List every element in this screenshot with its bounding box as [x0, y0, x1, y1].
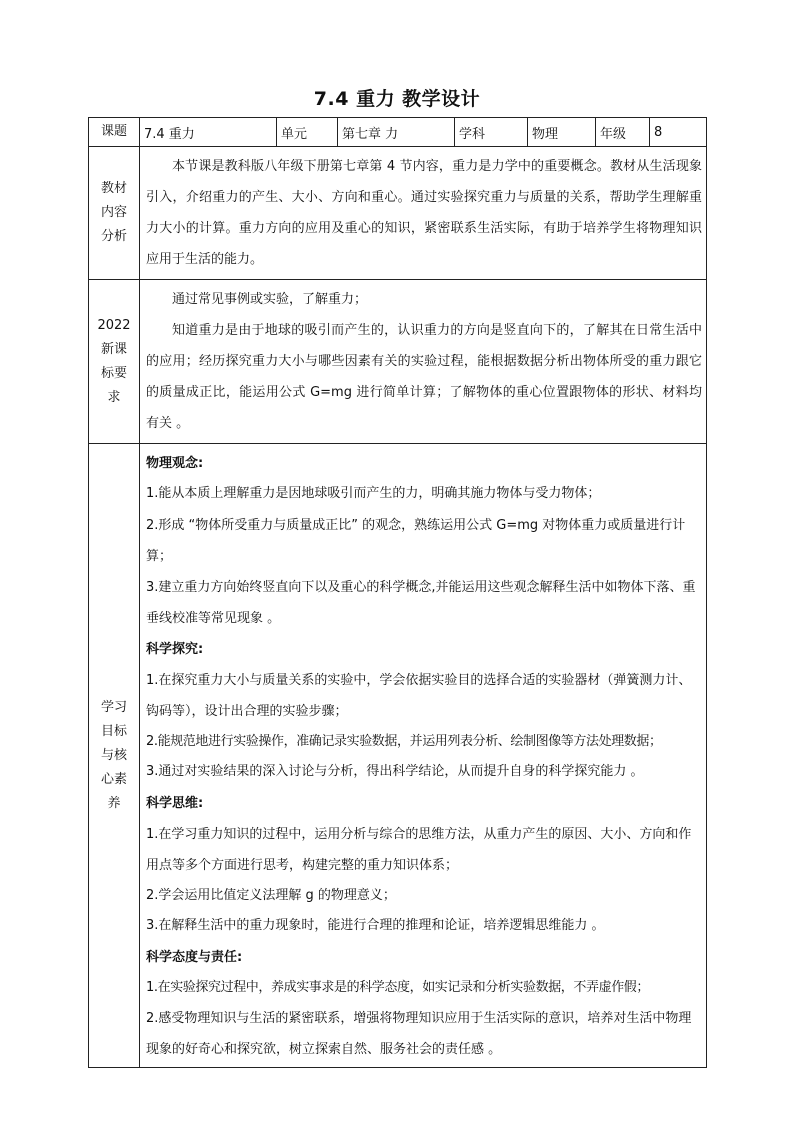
- concept-item-3: 3.建立重力方向始终竖直向下以及重心的科学概念,并能运用这些观念解释生活中如物体下落、重垂线校准等常见现象 。: [146, 579, 696, 626]
- thinking-item-3: 3.在解释生活中的重力现象时，能进行合理的推理和论证，培养逻辑思维能力 。: [146, 918, 605, 933]
- attitude-heading: 科学态度与责任:: [146, 949, 243, 965]
- standard-p1: 通过常见事例或实验，了解重力；: [172, 292, 368, 307]
- inquiry-heading: 科学探究:: [146, 641, 204, 657]
- grade-value: 8: [650, 118, 707, 147]
- analysis-label: 教材 内容 分析: [89, 147, 140, 280]
- subject-label: 学科: [455, 118, 528, 147]
- standard-label: 2022 新课 标要 求: [89, 280, 140, 444]
- lesson-plan-table: [88, 117, 707, 1068]
- goals-row: [89, 444, 707, 1068]
- goals-label: 学习 目标 与核 心素 养: [89, 444, 140, 1068]
- thinking-item-1: 1.在学习重力知识的过程中，运用分析与综合的思维方法，从重力产生的原因、大小、方向和作用点等多个方面进行思考，构建完整的重力知识体系；: [146, 826, 692, 873]
- attitude-item-2: 2.感受物理知识与生活的紧密联系，增强将物理知识应用于生活实际的意识，培养对生活中物理现象的好奇心和探究欲，树立探索自然、服务社会的责任感 。: [146, 1011, 692, 1057]
- thinking-item-2: 2.学会运用比值定义法理解 g 的物理意义；: [146, 887, 396, 903]
- analysis-text: 本节课是教科版八年级下册第七章第 4 节内容，重力是力学中的重要概念。教材从生活现象引入，介绍重力的产生、大小、方向和重心。通过实验探究重力与质量的关系，帮助学生理解重力大小的计算。重力方向的应用及重心的知识，紧密联系生活实际，有助于培养学生将物理知识应用于生活的能力。: [146, 159, 702, 267]
- unit-value: 第七章 力: [338, 118, 455, 147]
- analysis-cell: [140, 147, 707, 280]
- standard-row: [89, 280, 707, 444]
- concept-heading: 物理观念:: [146, 456, 204, 471]
- concept-item-2: 2.形成 “物体所受重力与质量成正比” 的观念，熟练运用公式 G=mg 对物体重力或质量进行计算；: [146, 517, 686, 564]
- topic-label: 课题: [89, 118, 140, 147]
- header-row: [89, 118, 707, 147]
- inquiry-item-3: 3.通过对实验结果的深入讨论与分析，得出科学结论，从而提升自身的科学探究能力 。: [146, 764, 644, 779]
- subject-value: 物理: [528, 118, 596, 147]
- attitude-item-1: 1.在实验探究过程中，养成实事求是的科学态度，如实记录和分析实验数据，不弄虚作假；: [146, 979, 650, 995]
- standard-cell: [140, 280, 707, 444]
- concept-item-1: 1.能从本质上理解重力是因地球吸引而产生的力，明确其施力物体与受力物体；: [146, 486, 601, 501]
- goals-cell: [140, 444, 707, 1068]
- grade-label: 年级: [596, 118, 650, 147]
- topic-value: 7.4 重力: [140, 118, 277, 147]
- analysis-row: [89, 147, 707, 280]
- inquiry-item-1: 1.在探究重力大小与质量关系的实验中，学会依据实验目的选择合适的实验器材（弹簧测力计、钩码等），设计出合理的实验步骤；: [146, 672, 692, 719]
- page-title: 7.4 重力 教学设计: [313, 88, 481, 110]
- inquiry-item-2: 2.能规范地进行实验操作，准确记录实验数据，并运用列表分析、绘制图像等方法处理数据；: [146, 733, 662, 749]
- thinking-heading: 科学思维:: [146, 795, 204, 811]
- standard-p2: 知道重力是由于地球的吸引而产生的，认识重力的方向是竖直向下的，了解其在日常生活中的应用；经历探究重力大小与哪些因素有关的实验过程，能根据数据分析出物体所受的重力跟它的质量成正比，能运用公式 G=mg 进行简单计算；了解物体的重心位置跟物体的形状、材料均有关 。: [146, 323, 702, 431]
- unit-label: 单元: [277, 118, 338, 147]
